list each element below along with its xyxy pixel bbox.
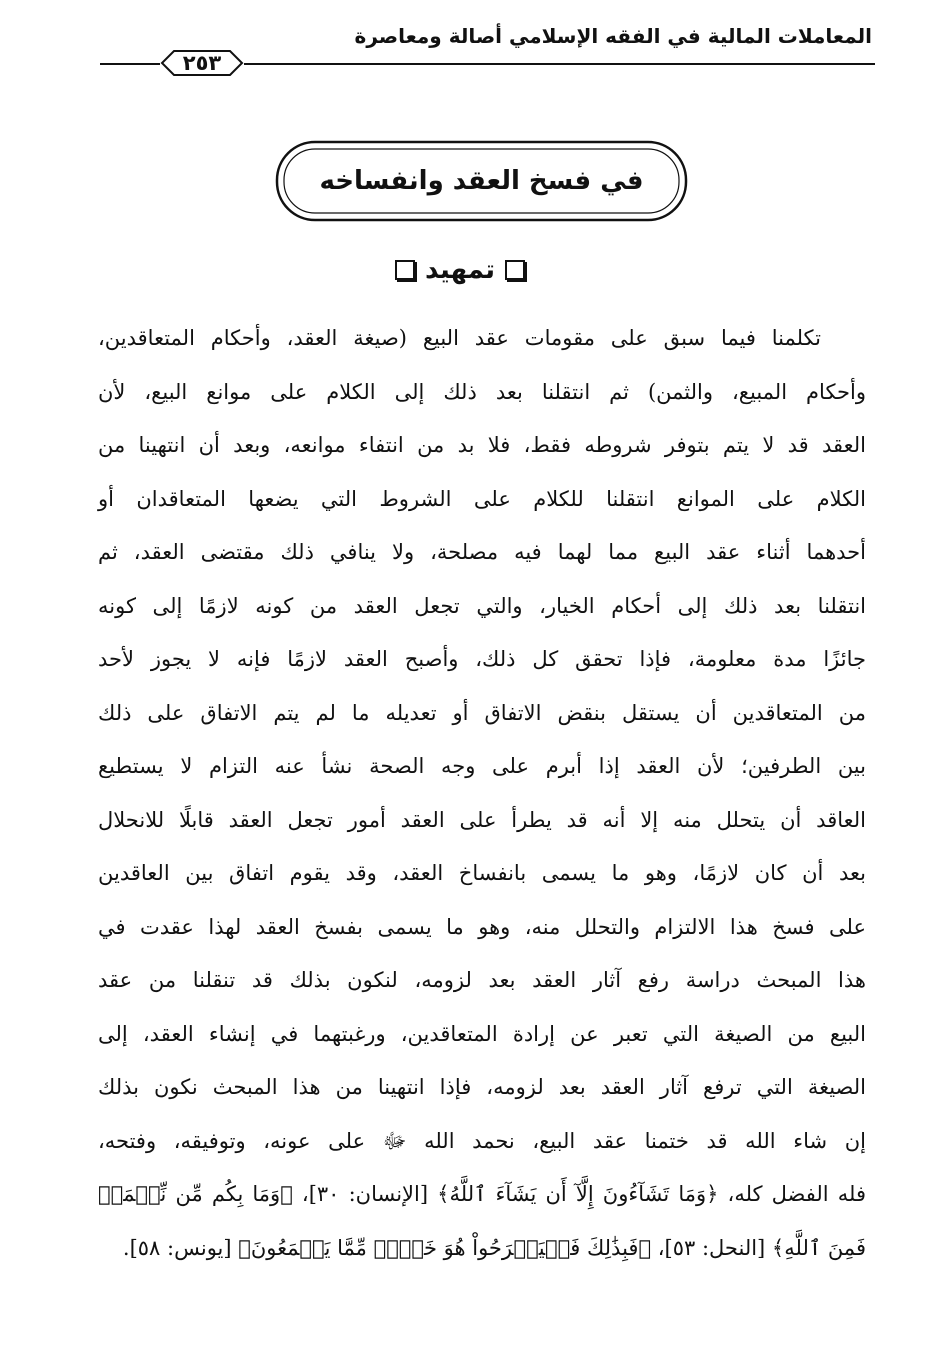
chapter-title: في فسخ العقد وانفساخه	[319, 166, 644, 196]
square-bullet-icon	[505, 260, 525, 280]
text-line: من المتعاقدين أن يستقل بنقض الاتفاق أو تعديله ما لم يتم الاتفاق على ذلك	[98, 700, 866, 725]
text-line: البيع من الصيغة التي تعبر عن إرادة المتعاقدين، ورغبتهما في إنشاء العقد، إلى	[98, 1021, 866, 1046]
page-number-box	[160, 49, 244, 77]
text-line: الصيغة التي ترفع آثار العقد بعد لزومه، فإذا انتهينا من هذا المبحث نكون بذلك	[98, 1075, 866, 1099]
text-line: جائزًا مدة معلومة، فإذا تحقق كل ذلك، وأصبح العقد لازمًا فإنه لا يجوز لأحد	[98, 647, 866, 671]
section-heading-text: تمهيد	[425, 255, 495, 285]
text-line: فله الفضل كله، ﴿وَمَا تَشَآءُونَ إِلَّآ أَن يَشَآءَ ٱللَّهُ﴾ [الإنسان: ٣٠]، ﴿وَمَا بِكُم مِّن نِّعۡمَةٖ	[98, 1182, 866, 1206]
text-line: العاقد أن يتحلل منه إلا أنه قد يطرأ على العقد أمور تجعل العقد قابلًا للانحلال	[98, 807, 866, 832]
running-title: المعاملات المالية في الفقه الإسلامي أصالة ومعاصرة	[354, 24, 872, 48]
text-line: هذا المبحث دراسة رفع آثار العقد بعد لزومه، لنكون بذلك قد تنقلنا من عقد	[98, 968, 866, 992]
text-line: فَمِنَ ٱللَّهِ﴾ [النحل: ٥٣]، ﴿فَبِذَٰلِكَ فَلۡيَفۡرَحُواْ هُوَ خَيۡرٞ مِّمَّا يَجۡمَعُونَ﴾ [يونس: ٥٨].	[122, 1235, 866, 1260]
chapter-title-frame	[275, 140, 688, 222]
text-line: تكلمنا فيما سبق على مقومات عقد البيع (صيغة العقد، وأحكام المتعاقدين،	[98, 326, 821, 350]
section-heading	[370, 250, 550, 290]
page-number: ٢٥٣	[182, 51, 222, 75]
text-line: على فسخ هذا الالتزام والتحلل منه، وهو ما يسمى بفسخ العقد لهذا عقدت في	[98, 914, 866, 939]
text-line: العقد قد لا يتم بتوفر شروطه فقط، فلا بد من انتفاء موانعه، وبعد أن انتهينا من	[98, 433, 866, 457]
text-line: انتقلنا بعد ذلك إلى أحكام الخيار، والتي تجعل العقد من كونه لازمًا إلى كونه	[98, 593, 866, 618]
text-line: أحدهما أثناء عقد البيع مما لهما فيه مصلحة، ولا ينافي ذلك مقتضى العقد، ثم	[98, 540, 866, 564]
body-paragraph	[98, 312, 866, 1275]
text-line: إن شاء الله قد ختمنا عقد البيع، نحمد الله ﷻ على عونه، وتوفيقه، وفتحه،	[98, 1128, 866, 1153]
text-line: بعد أن كان لازمًا، وهو ما يسمى بانفساخ العقد، وقد يقوم اتفاق بين العاقدين	[98, 861, 866, 885]
square-bullet-icon	[395, 260, 415, 280]
text-line: بين الطرفين؛ لأن العقد إذا أبرم على وجه الصحة نشأ عنه التزام لا يستطيع	[98, 754, 866, 778]
text-line: وأحكام المبيع، والثمن) ثم انتقلنا بعد ذلك إلى الكلام على موانع البيع، لأن	[98, 379, 866, 404]
text-line: الكلام على الموانع انتقلنا للكلام على الشروط التي يضعها المتعاقدان أو	[98, 486, 866, 511]
